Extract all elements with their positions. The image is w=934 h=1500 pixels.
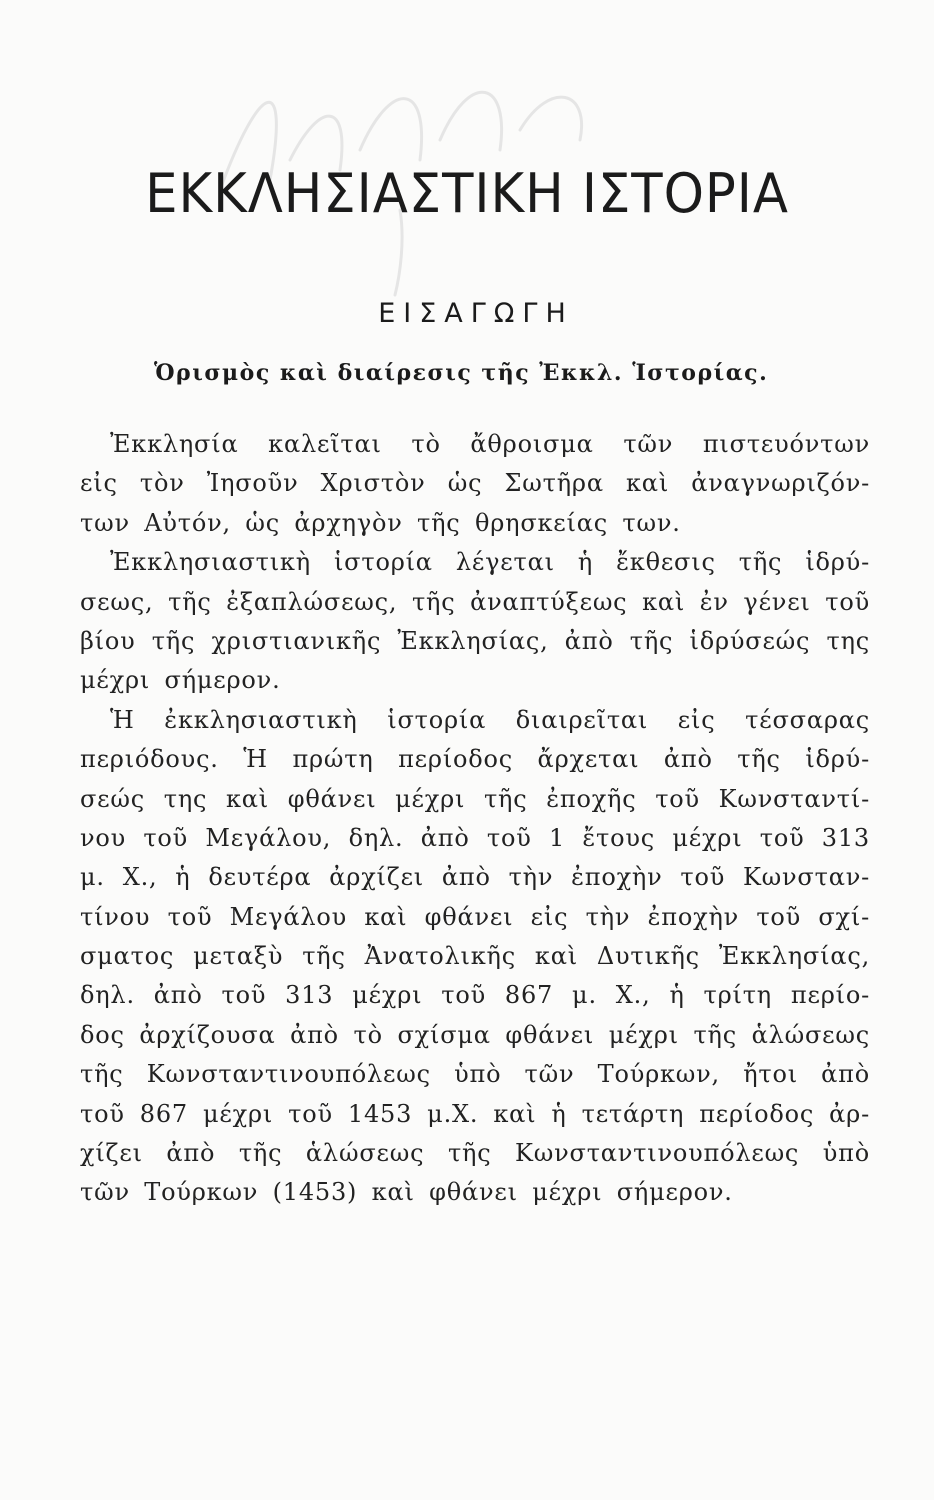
text-line: δος ἀρχίζουσα ἀπὸ τὸ σχίσμα φθάνει μέχρι τῆς ἁλώσεως <box>80 1020 870 1049</box>
text-line: βίου τῆς χριστιανικῆς Ἐκκλησίας, ἀπὸ τῆς ἱδρύσεώς της <box>80 626 870 655</box>
text-line: τοῦ 867 μέχρι τοῦ 1453 μ.Χ. καὶ ἡ τετάρτη περίοδος ἀρ- <box>80 1099 870 1128</box>
text-line: Ἐκκλησία καλεῖται τὸ ἄθροισμα τῶν πιστευόντων <box>110 430 870 458</box>
text-line: τίνου τοῦ Μεγάλου καὶ φθάνει εἰς τὴν ἐποχὴν τοῦ σχί- <box>80 902 870 931</box>
book-title: ΕΚΚΛΗΣΙΑΣΤΙΚΗ ΙΣΤΟΡΙΑ <box>145 162 789 225</box>
text-line: Ἡ ἐκκλησιαστικὴ ἱστορία διαιρεῖται εἰς τέσσαρας <box>110 705 870 734</box>
body-text <box>80 425 870 1213</box>
text-line: των Αὐτόν, ὡς ἀρχηγὸν τῆς θρησκείας των. <box>80 508 681 537</box>
text-line: σματος μεταξὺ τῆς Ἀνατολικῆς καὶ Δυτικῆς Ἐκκλησίας, <box>80 942 870 971</box>
text-line: μέχρι σήμερον. <box>80 666 281 695</box>
text-line: νου τοῦ Μεγάλου, δηλ. ἀπὸ τοῦ 1 ἔτους μέχρι τοῦ 313 <box>80 823 870 852</box>
text-line: εἰς τὸν Ἰησοῦν Χριστὸν ὡς Σωτῆρα καὶ ἀναγνωριζόν- <box>80 469 870 498</box>
text-line: χίζει ἀπὸ τῆς ἁλώσεως τῆς Κωνσταντινουπόλεως ὑπὸ <box>80 1139 870 1168</box>
paragraph <box>80 543 870 701</box>
paragraph <box>80 701 870 1213</box>
text-line: τῆς Κωνσταντινουπόλεως ὑπὸ τῶν Τούρκων, ἤτοι ἀπὸ <box>80 1060 870 1089</box>
text-line: σεως, τῆς ἐξαπλώσεως, τῆς ἀναπτύξεως καὶ ἐν γένει τοῦ <box>80 587 870 616</box>
paragraph <box>80 425 870 543</box>
text-line: Ἐκκλησιαστικὴ ἱστορία λέγεται ἡ ἔκθεσις τῆς ἱδρύ- <box>110 548 870 577</box>
section-subtitle: Ὁρισμὸς καὶ διαίρεσις τῆς Ἐκκλ. Ἱστορίας. <box>154 360 769 386</box>
text-line: δηλ. ἀπὸ τοῦ 313 μέχρι τοῦ 867 μ. Χ., ἡ τρίτη περίο- <box>80 981 870 1010</box>
text-line: σεώς της καὶ φθάνει μέχρι τῆς ἐποχῆς τοῦ Κωνσταντί- <box>80 784 870 813</box>
text-line: τῶν Τούρκων (1453) καὶ φθάνει μέχρι σήμερον. <box>80 1178 733 1207</box>
text-line: περιόδους. Ἡ πρώτη περίοδος ἄρχεται ἀπὸ τῆς ἱδρύ- <box>80 745 870 774</box>
text-line: μ. Χ., ἡ δευτέρα ἀρχίζει ἀπὸ τὴν ἐποχὴν τοῦ Κωνσταν- <box>80 863 870 892</box>
section-heading: ΕΙΣΑΓΩΓΗ <box>378 298 574 329</box>
